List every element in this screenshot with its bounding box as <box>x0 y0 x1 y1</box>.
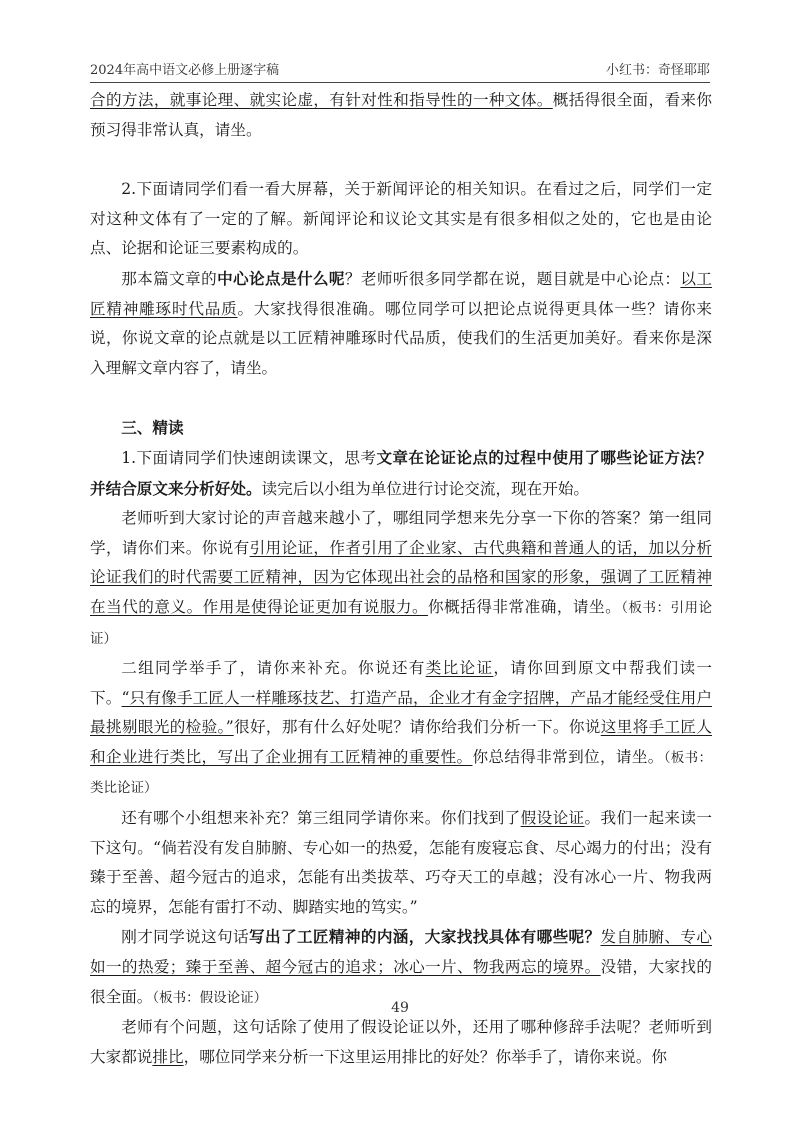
underlined-text: 这里将手工匠人和企业进行类比，写出了企业拥有工匠精神的重要性。 <box>90 718 712 766</box>
bold-text: 写出了工匠精神的内涵，大家找找具体有哪些呢？ <box>249 927 601 947</box>
text-run: 。我们一起来读一下这句。“倘若没有发自肺腑、专心如一的热爱，怎能有废寝忘食、尽心竭力的付出；没有臻于至善、超今冠古的追求，怎能有出类拔萃、巧夺天工的卓越；没有冰心一片、物我两忘的境界，怎能有雷打不动、脚踏实地的笃实。” <box>90 809 712 916</box>
text-run: 。大家找得很准确。哪位同学可以把论点说得更具体一些？请你来说，你说文章的论点就是以工匠精神雕琢时代品质，使我们的生活更加美好。看来你是深入理解文章内容了，请坐。 <box>90 299 712 377</box>
bold-text: 文章在论证论点的过程中使用了哪些论证方法？并结合原文来分析好处。 <box>90 447 712 498</box>
text-run: 概括得很全面，看来你预习得非常认真，请坐。 <box>90 91 712 139</box>
board-note: （板书：引用论证） <box>90 599 712 647</box>
spacer <box>90 383 712 413</box>
header-author: 小红书：奇怪耶耶 <box>605 63 710 78</box>
text-run: 二组同学举手了，请你来补充。你说还有 <box>121 659 426 678</box>
text-run: 那本篇文章的 <box>121 269 218 288</box>
underlined-text: 发自肺腑、专心如一的热爱；臻于至善、超今冠古的追求；冰心一片、物我两忘的境界。 <box>90 928 712 977</box>
paragraph <box>90 443 712 504</box>
paragraph <box>90 804 712 922</box>
text-run: 1.下面请同学们快速朗读课文，思考 <box>121 448 377 467</box>
board-note: （板书：假设论证） <box>152 989 268 1006</box>
paragraph <box>90 264 712 383</box>
paragraph <box>90 175 712 264</box>
underlined-text: 以工匠精神雕琢时代品质 <box>90 269 712 318</box>
text-run: 读完后以小组为单位进行讨论交流，现在开始。 <box>261 479 590 498</box>
header-title: 2024年高中语文必修上册逐字稿 <box>90 63 280 78</box>
text-run: 还有哪个小组想来补充？第三组同学请你来。你们找到了 <box>121 809 521 828</box>
text-run: 你概括得非常准确，请坐。 <box>428 597 622 616</box>
underlined-text: 引用论证，作者引用了企业家、古代典籍和普通人的话，加以分析论证我们的时代需要工匠精神，因为它体现出社会的品格和国家的形象，强调了工匠精神在当代的意义。作用是使得论证更加有说服力。 <box>90 538 712 616</box>
section-heading <box>90 413 712 443</box>
bold-text: 三、精读 <box>121 418 184 438</box>
page-number: 49 <box>391 1000 409 1016</box>
text-run: 很好，那有什么好处呢？请你给我们分析一下。你说 <box>233 718 601 737</box>
paragraph <box>90 654 712 804</box>
underlined-text: 排比 <box>152 1047 184 1066</box>
text-run: 老师听到大家讨论的声音越来越小了，哪组同学想来先分享一下你的答案？第一组同学，请你们来。你说有 <box>90 509 712 557</box>
underlined-text: 合的方法，就事论理、就实论虚，有针对性和指导性的一种文体。 <box>90 91 553 109</box>
text-run: ，哪位同学来分析一下这里运用排比的好处？你举手了，请你来说。你 <box>183 1047 668 1066</box>
paragraph <box>90 504 712 654</box>
paragraph <box>90 86 712 145</box>
page-header <box>90 52 710 83</box>
bold-text: 中心论点是什么呢 <box>217 268 345 288</box>
text-run: 刚才同学说这句话 <box>121 928 250 947</box>
text-run: 没错，大家找的很全面。 <box>90 958 712 1006</box>
spacer <box>90 145 712 175</box>
text-run: ，请你回到原文中帮我们读一下。 <box>90 659 712 707</box>
text-run: ？老师听很多同学都在说，题目就是中心论点： <box>344 269 681 288</box>
underlined-text: 类比论证 <box>425 659 494 678</box>
text-run: 你总结得非常到位，请坐。 <box>472 747 664 766</box>
paragraph <box>90 1013 712 1072</box>
underlined-text: 假设论证 <box>520 809 585 828</box>
text-run: 2.下面请同学们看一看大屏幕，关于新闻评论的相关知识。在看过之后，同学们一定对这种文体有了一定的了解。新闻评论和议论文其实是有很多相似之处的，它也是由论点、论据和论证三要素构成的。 <box>90 180 712 258</box>
underlined-text: “只有像手工匠人一样雕琢技艺、打造产品，企业才有金字招牌，产品才能经受住用户最挑剔眼光的检验。” <box>90 688 712 737</box>
text-run: 老师有个问题，这句话除了使用了假设论证以外，还用了哪种修辞手法呢？老师听到大家都说 <box>90 1018 712 1066</box>
page-body <box>90 86 712 1072</box>
board-note: （板书：类比论证） <box>90 749 712 797</box>
